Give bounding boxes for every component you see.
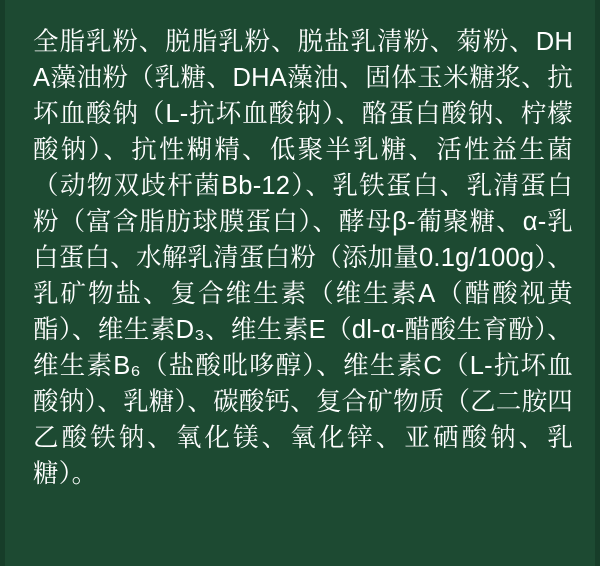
left-edge-shadow	[0, 0, 5, 566]
ingredients-text: 全脂乳粉、脱脂乳粉、脱盐乳清粉、菊粉、DHA藻油粉（乳糖、DHA藻油、固体玉米糖浆、抗坏血酸钠（L-抗坏血酸钠）、酪蛋白酸钠、柠檬酸钠）、抗性糊精、低聚半乳糖、活性益生菌（动物双歧杆菌Bb-12）、乳铁蛋白、乳清蛋白粉（富含脂肪球膜蛋白）、酵母β-葡聚糖、α-乳白蛋白、水解乳清蛋白粉（添加量0.1g/100g）、乳矿物盐、复合维生素（维生素A（醋酸视黄酯）、维生素D₃、维生素E（dl-α-醋酸生育酚）、维生素B₆（盐酸吡哆醇）、维生素C（L-抗坏血酸钠）、乳糖）、碳酸钙、复合矿物质（乙二胺四乙酸铁钠、氧化镁、氧化锌、亚硒酸钠、乳糖）。	[33, 28, 573, 488]
right-edge-shadow	[595, 0, 600, 566]
ingredients-block	[33, 24, 573, 492]
